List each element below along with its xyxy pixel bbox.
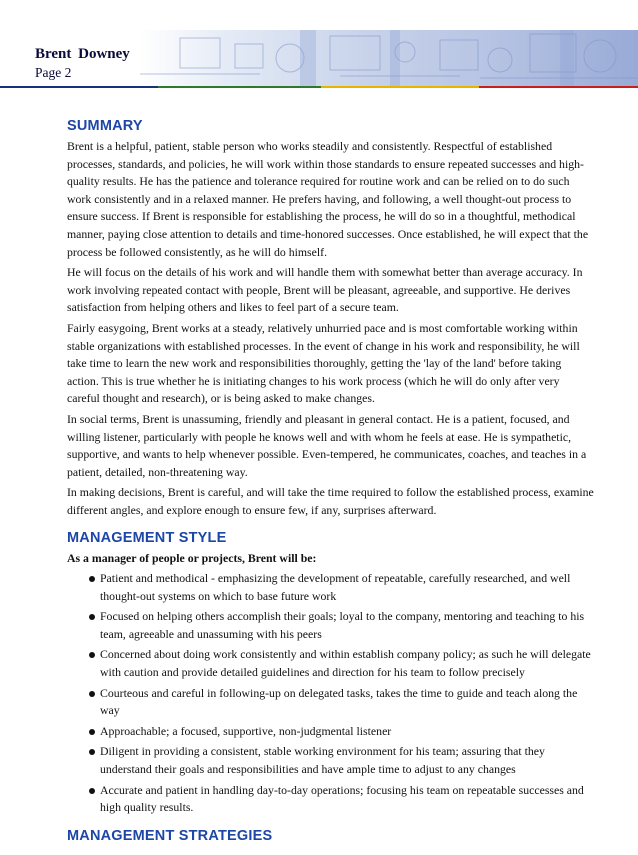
page-number: Page 2 [35,65,72,80]
list-item-text: Approachable; a focused, supportive, non-judgmental listener [100,723,392,738]
bullet-list [67,570,594,817]
section-title: SUMMARY [67,118,143,134]
list-item-text: Accurate and patient in handling day-to-day operations; focusing his team on repeatable successes and high quality results. [100,782,584,815]
list-item [89,570,594,605]
stripe-segment-blue [0,86,158,88]
page-header [0,0,638,88]
list-item-text: Concerned about doing work consistently and within establish company policy; as such he will delegate with caution and provide detailed guidelines and direction for his team to follow precisely [100,647,591,680]
stripe-segment-green [158,86,321,88]
list-item-text: Courteous and careful in following-up on delegated tasks, takes the time to guide and teach along the way [100,685,578,718]
bullet-icon [89,576,95,582]
bullet-icon [89,614,95,620]
bullet-icon [89,652,95,658]
stripe-segment-yellow [321,86,479,88]
color-stripe [0,86,638,88]
section-title: MANAGEMENT STRATEGIES [67,827,273,844]
list-item [89,608,594,643]
management-strategies-section [67,828,594,844]
paragraph: In social terms, Brent is unassuming, friendly and pleasant in general contact. He is a patient, focused, and willing listener, particularly with people he knows well and with whom he feels at ease. He is sympathetic, supportive, and wants to help whenever possible. Even-tempered, he communicates, coaches, and teaches in a patient, detailed, non-threatening way. [67,411,587,479]
stripe-segment-red [479,86,638,88]
header-pattern-graphic [140,30,638,86]
list-item-text: Focused on helping others accomplish their goals; loyal to the company, mentoring and teaching to his team, agreeable and unassuming with his peers [100,609,585,641]
paragraph: In making decisions, Brent is careful, and will take the time required to follow the established process, examine different angles, and explore enough to ensure few, if any, surprises afterward. [67,485,594,517]
header-graphic [140,30,638,86]
list-item [89,685,594,720]
list-item [89,723,594,741]
summary-section [67,118,594,519]
bullet-icon [89,788,95,794]
paragraph: Fairly easygoing, Brent works at a steady, relatively unhurried pace and is most comfortable working within stable organizations with established processes. In the event of change in his work and responsibility, he will take time to learn the new work and responsibilities thoroughly, getting the 'lay of the land' before taking action. This is true whether he is initiating changes to his work process (which he will do only after very careful thought and research), or is being asked to make changes. [67,320,580,406]
list-item [89,646,594,681]
paragraph: Brent is a helpful, patient, stable person who works steadily and consistently. Respectful of established processes, standards, and policies, he will work within those standards to ensure repeated successes and high-quality results. He has the patience and tolerance required for routine work and can be relied on to do such work consistently and in a relaxed manner. He prefers having, and following, a well thought-out process to ensure success. If Brent is responsible for establishing the process, he will do so in a thoughtful, methodical manner, paying close attention to details and time-honored successes. Once established, he will expect that the process be followed consistently, as he will do himself. [67,139,589,259]
paragraph: He will focus on the details of his work and will handle them with somewhat better than average accuracy. In work involving repeated contact with people, Brent will be pleasant, agreeable, and supportive. He derives satisfaction from helping others and likes to feel part of a secure team. [67,265,583,315]
list-item [89,743,594,778]
bullet-icon [89,729,95,735]
list-item-text: Patient and methodical - emphasizing the development of repeatable, carefully researched, and well thought-out systems on which to base future work [100,571,571,603]
section-title: MANAGEMENT STYLE [67,530,227,547]
management-style-section [67,530,594,816]
report-content [67,118,594,855]
list-item [89,782,594,817]
bullet-icon [89,749,95,755]
section-lead: As a manager of people or projects, Brent will be: [67,551,317,566]
candidate-name: Brent Downey [35,46,130,62]
bullet-icon [89,691,95,697]
list-item-text: Diligent in providing a consistent, stable working environment for his team; assuring that they understand their goals and responsibilities and have ample time to adjust to any changes [100,744,545,776]
